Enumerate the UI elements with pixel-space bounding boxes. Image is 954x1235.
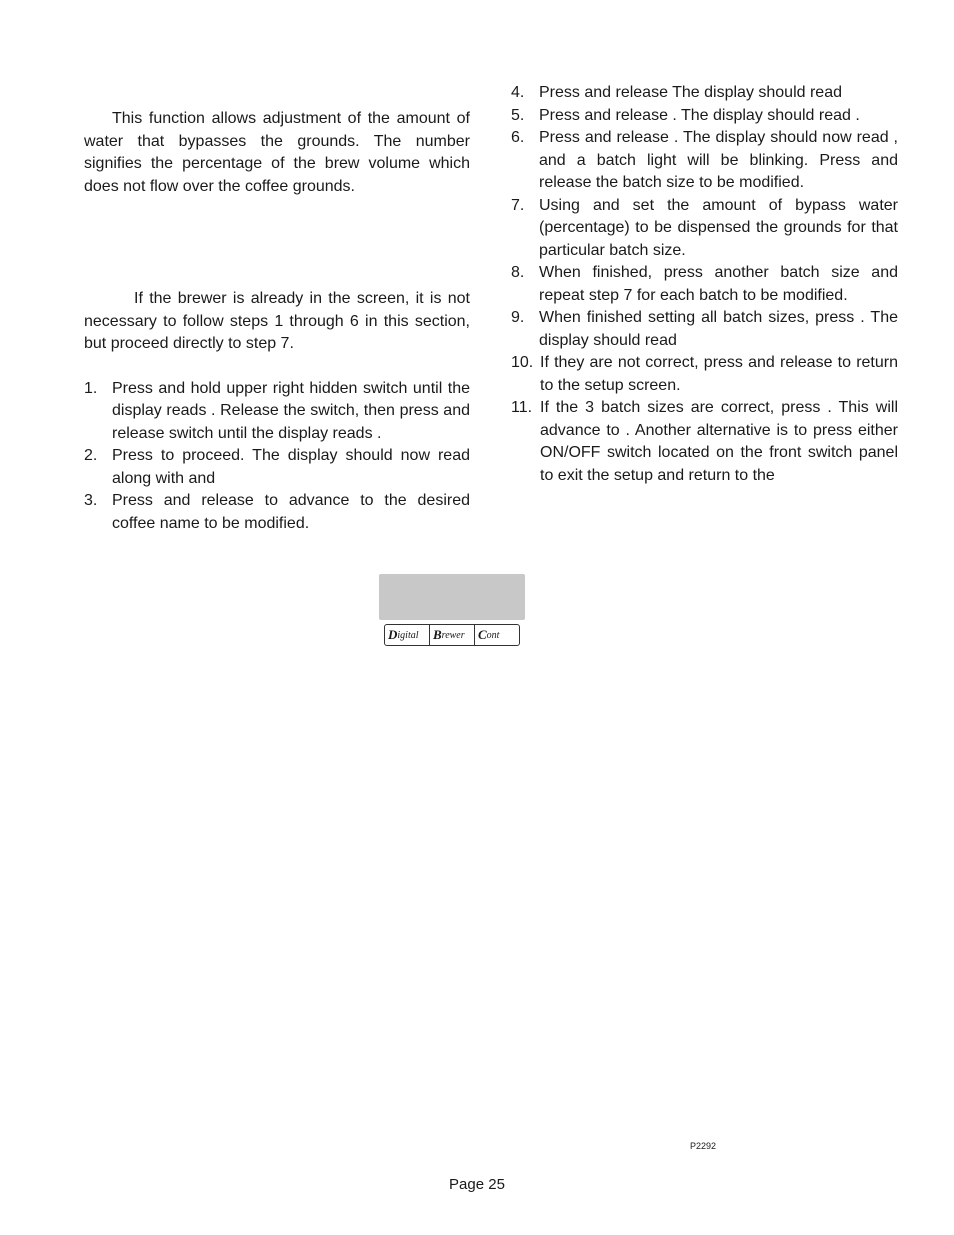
note-paragraph: If the brewer is already in the screen, it is not necessary to follow steps 1 through 6 in this section, but proceed directly to step 7. <box>84 290 470 352</box>
logo-word: D igital <box>385 625 430 645</box>
digital-brewer-control-logo <box>384 624 520 646</box>
right-column <box>511 82 898 487</box>
step-item: 6. Press and release . The display should now read , and a batch light will be blinking. Press and release the batch size to be modified. <box>511 129 898 191</box>
step-item: 2. Press to proceed. The display should now read along with and <box>84 447 470 487</box>
step-item: 9. When finished setting all batch sizes, press . The display should read <box>511 309 898 349</box>
step-item: 3. Press and release to advance to the desired coffee name to be modified. <box>84 492 470 532</box>
steps-list-right <box>511 82 898 487</box>
step-item: 4. Press and release The display should read <box>511 84 842 101</box>
steps-list-left <box>84 378 470 536</box>
figure-code: P2292 <box>690 1141 717 1151</box>
intro-paragraph: This function allows adjustment of the amount of water that bypasses the grounds. The number signifies the percentage of the brew volume which does not flow over the coffee grounds. <box>84 110 470 195</box>
step-item: 1. Press and hold upper right hidden switch until the display reads . Release the switch, then press and release switch until the display reads . <box>84 379 470 442</box>
logo-word: B rewer <box>430 625 475 645</box>
step-item: 7. Using and set the amount of bypass water (percentage) to be dispensed the grounds for that particular batch size. <box>511 196 898 259</box>
step-item: 5. Press and release . The display should read . <box>511 106 860 124</box>
logo-word: C ont <box>478 627 500 642</box>
step-item: 10. If they are not correct, press and release to return to the setup screen. <box>511 354 898 394</box>
step-item: 8. When finished, press another batch size and repeat step 7 for each batch to be modified. <box>511 264 898 304</box>
step-item: 11. If the 3 batch sizes are correct, press . This will advance to . Another alternative is to press either ON/OFF switch located on the front switch panel to exit the setup and return to the <box>511 399 898 484</box>
display-panel-illustration <box>379 574 525 620</box>
left-column <box>84 108 470 535</box>
page-number: Page 25 <box>449 1176 505 1193</box>
